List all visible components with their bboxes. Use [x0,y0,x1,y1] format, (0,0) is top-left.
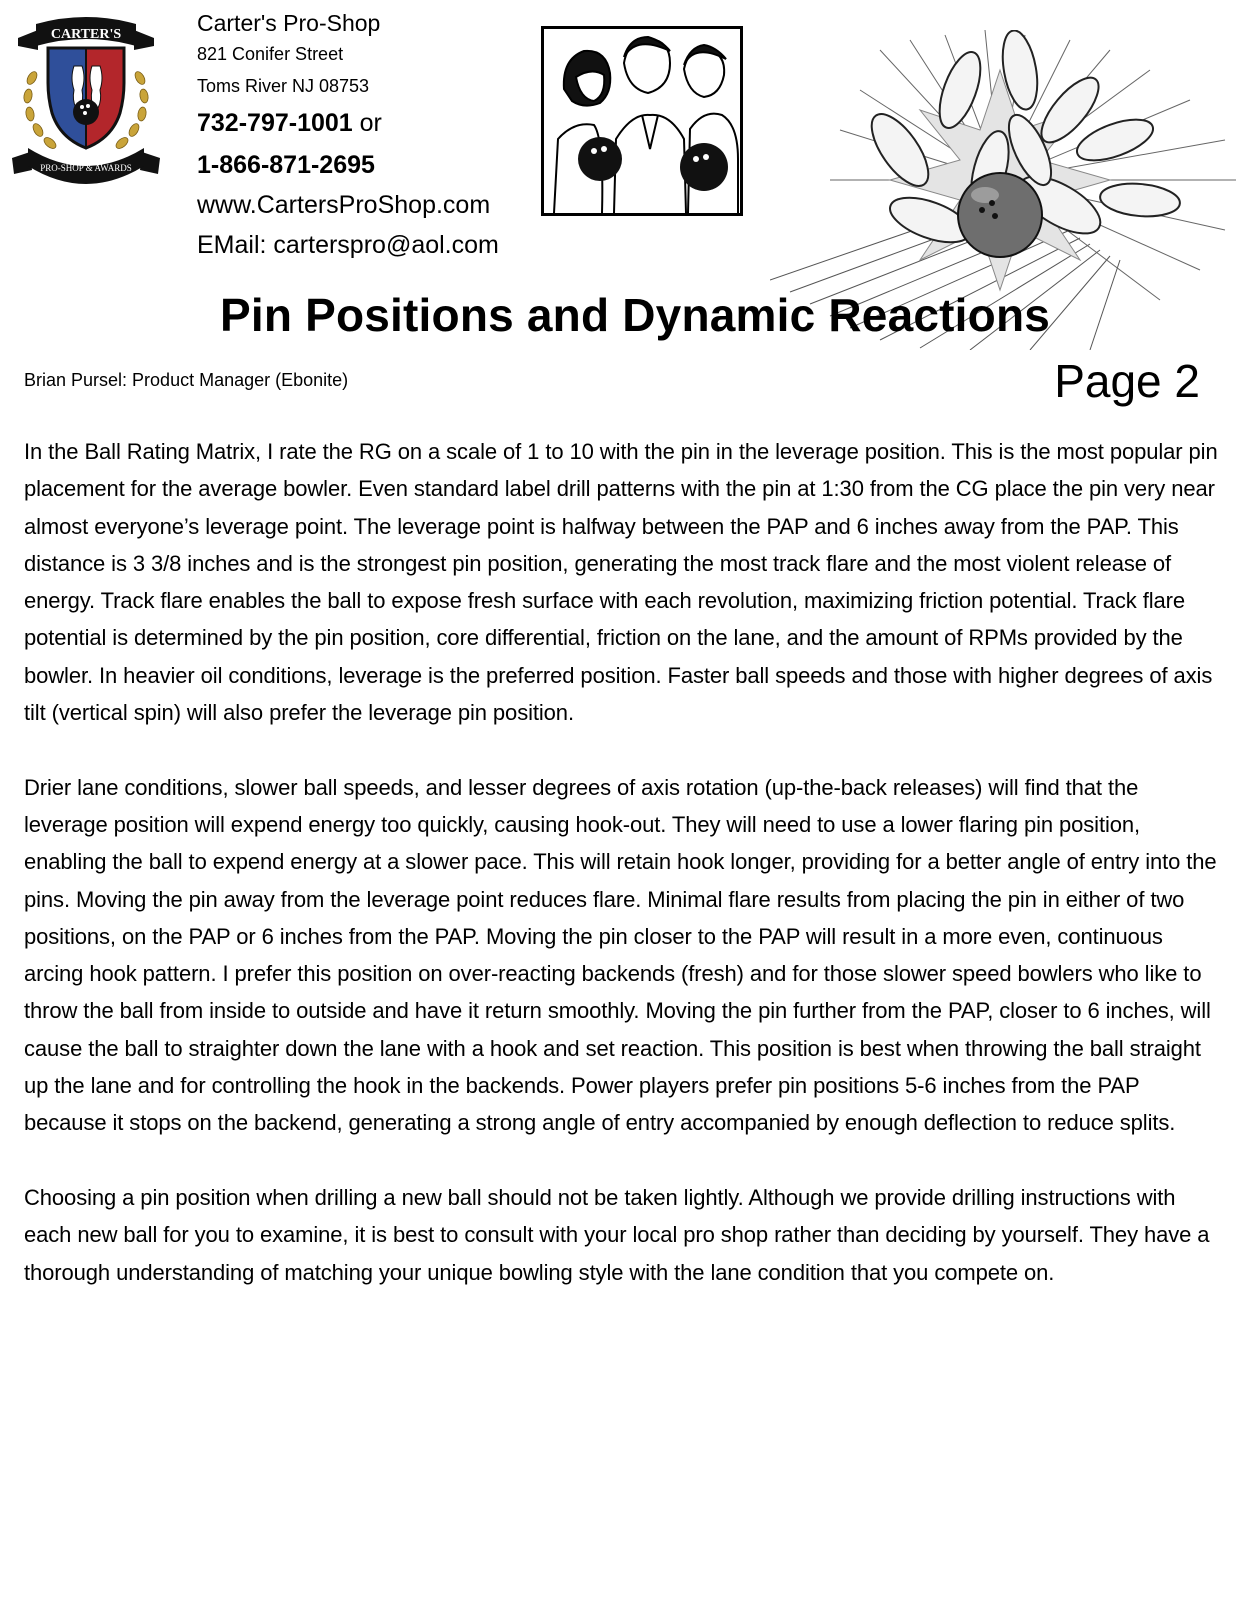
phone-primary[interactable]: 732-797-1001 [197,109,353,137]
logo-banner-bottom-text: PRO-SHOP & AWARDS [40,163,132,173]
bottom-banner [12,148,160,184]
page-number: Page 2 [1054,355,1200,407]
carters-logo [8,8,164,186]
article-author: Brian Pursel: Product Manager (Ebonite) [24,370,349,390]
bowling-ball-icon [680,143,728,191]
phone-tollfree[interactable]: 1-866-871-2695 [197,151,375,179]
website-link[interactable]: www.CartersProShop.com [197,191,491,219]
shield-icon [48,48,124,148]
bowling-ball-icon [578,137,622,181]
logo-banner-top-text: CARTER'S [50,27,122,42]
shop-name: Carter's Pro-Shop [197,10,381,36]
article-title: Pin Positions and Dynamic Reactions [219,289,1051,341]
bowling-ball-icon [958,173,1042,257]
phone-or-text: or [352,109,382,137]
article-body [24,433,1224,1328]
bowlers-illustration [541,26,743,216]
body-paragraph: Drier lane conditions, slower ball speeds, and lesser degrees of axis rotation (up-the-back releases) will find that the leverage position will expend energy too quickly, causing hook-out. They will need to use a lower flaring pin position, enabling the ball to expend energy at a slower pace. This will retain hook longer, providing for a better angle of entry into the pins. Moving the pin away from the leverage point reduces flare. Minimal flare results from placing the pin in either of two positions, on the PAP or 6 inches from the PAP. Moving the pin closer to the PAP will result in a more even, continuous arcing hook pattern. I prefer this position on over-reacting backends (fresh) and for those slower speed bowlers who like to throw the ball from inside to outside and have it return smoothly. Moving the pin further from the PAP, closer to 6 inches, will cause the ball to straighter down the lane with a hook and set reaction. This position is best when throwing the ball straight up the lane and for controlling the hook in the backends. Power players prefer pin positions 5-6 inches from the PAP because it stops on the backend, generating a strong angle of entry accompanied by enough deflection to reduce splits. [24,774,1217,1136]
contact-block [197,8,499,266]
email-link[interactable]: EMail: carterspro@aol.com [197,231,499,259]
phone-primary-line [197,102,499,144]
city-address: Toms River NJ 08753 [197,76,370,96]
street-address: 821 Conifer Street [197,44,344,64]
top-banner [18,17,154,50]
body-paragraph: In the Ball Rating Matrix, I rate the RG on a scale of 1 to 10 with the pin in the leverage position. This is the most popular pin placement for the average bowler. Even standard label drill patterns with the pin at 1:30 from the CG place the pin very near almost everyone’s leverage point. The leverage point is halfway between the PAP and 6 inches away from the PAP. This distance is 3 3/8 inches and is the strongest pin position, generating the most track flare and the most violent release of energy. Track flare enables the ball to expose fresh surface with each revolution, maximizing friction potential. Track flare potential is determined by the pin position, core differential, friction on the lane, and the amount of RPMs provided by the bowler. In heavier oil conditions, leverage is the preferred position. Faster ball speeds and those with higher degrees of axis tilt (vertical spin) will also prefer the leverage pin position. [24,439,1218,726]
body-paragraph: Choosing a pin position when drilling a new ball should not be taken lightly. Although we provide drilling instructions with each new ball for you to examine, it is best to consult with your local pro shop rather than deciding by yourself. They have a thorough understanding of matching your unique bowling style with the lane condition that you compete on. [24,1184,1210,1285]
